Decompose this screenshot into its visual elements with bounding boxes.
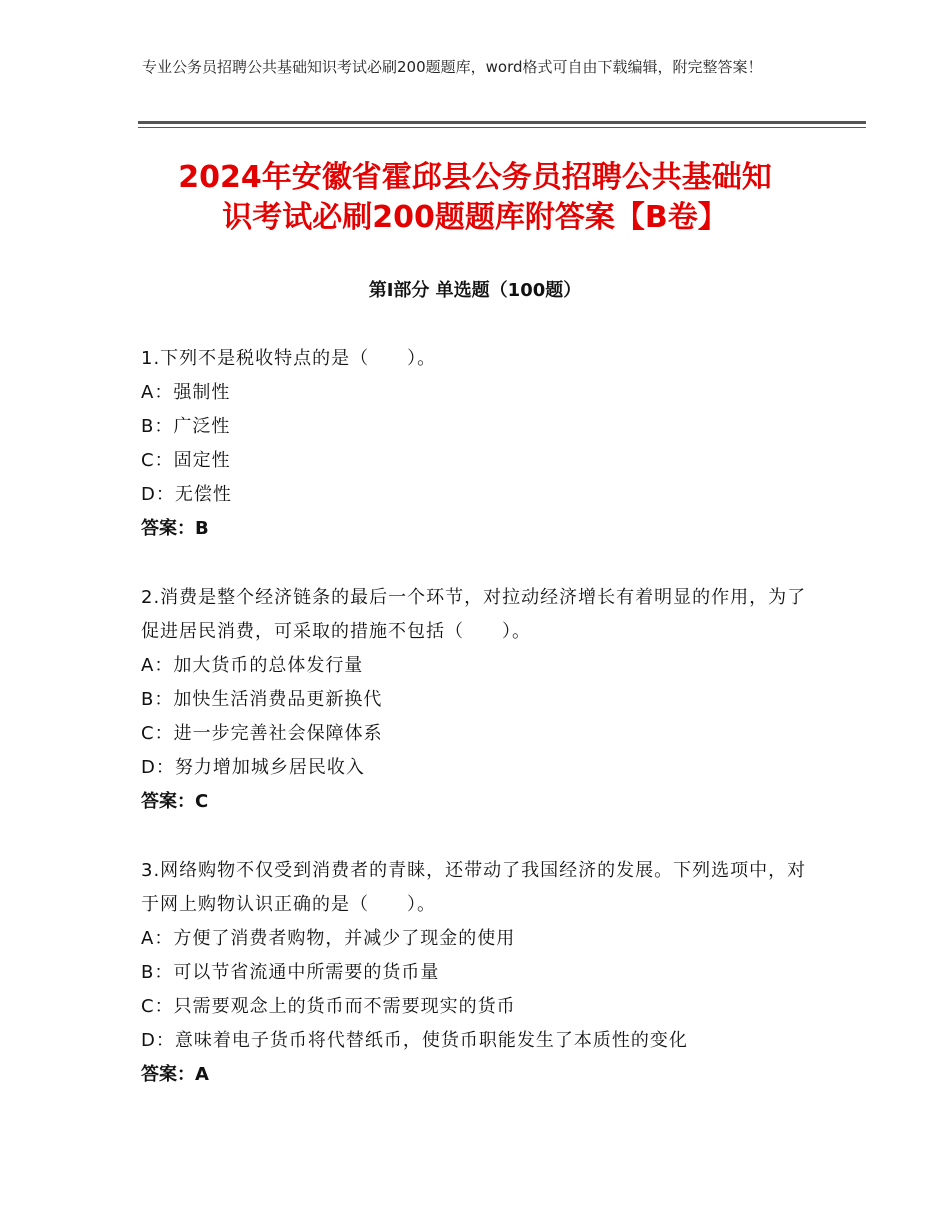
header-note: 专业公务员招聘公共基础知识考试必刷200题题库，word格式可自由下载编辑，附完整答案！ (142, 58, 763, 76)
document-title (80, 158, 870, 238)
document-title-line-2: 识考试必刷200题题库附答案【B卷】 (222, 200, 728, 235)
option-b: B：加快生活消费品更新换代 (141, 689, 383, 710)
option-b: B：可以节省流通中所需要的货币量 (141, 962, 440, 983)
answer-label: 答案：A (141, 1064, 209, 1085)
section-title: 第Ⅰ部分 单选题（100题） (368, 280, 582, 301)
question-list (141, 342, 821, 1127)
option-a: A：强制性 (141, 382, 231, 403)
question-item (141, 342, 821, 546)
option-d: D：意味着电子货币将代替纸币，使货币职能发生了本质性的变化 (141, 1030, 688, 1051)
question-stem: 3.网络购物不仅受到消费者的青睐，还带动了我国经济的发展。下列选项中，对于网上购物认识正确的是（ ）。 (141, 860, 807, 915)
question-stem: 1.下列不是税收特点的是（ ）。 (141, 348, 437, 369)
answer-label: 答案：B (141, 518, 209, 539)
option-b: B：广泛性 (141, 416, 231, 437)
question-item (141, 854, 821, 1092)
document-title-line-1: 2024年安徽省霍邱县公务员招聘公共基础知 (178, 160, 772, 195)
answer-label: 答案：C (141, 791, 209, 812)
header-divider-thick (138, 121, 866, 124)
option-d: D：无偿性 (141, 484, 232, 505)
header-divider-thin (138, 127, 866, 128)
question-stem: 2.消费是整个经济链条的最后一个环节，对拉动经济增长有着明显的作用，为了促进居民消费，可采取的措施不包括（ ）。 (141, 587, 807, 642)
option-a: A：加大货币的总体发行量 (141, 655, 364, 676)
option-c: C：固定性 (141, 450, 231, 471)
question-item (141, 581, 821, 819)
option-d: D：努力增加城乡居民收入 (141, 757, 365, 778)
option-c: C：进一步完善社会保障体系 (141, 723, 383, 744)
option-a: A：方便了消费者购物，并减少了现金的使用 (141, 928, 516, 949)
option-c: C：只需要观念上的货币而不需要现实的货币 (141, 996, 516, 1017)
